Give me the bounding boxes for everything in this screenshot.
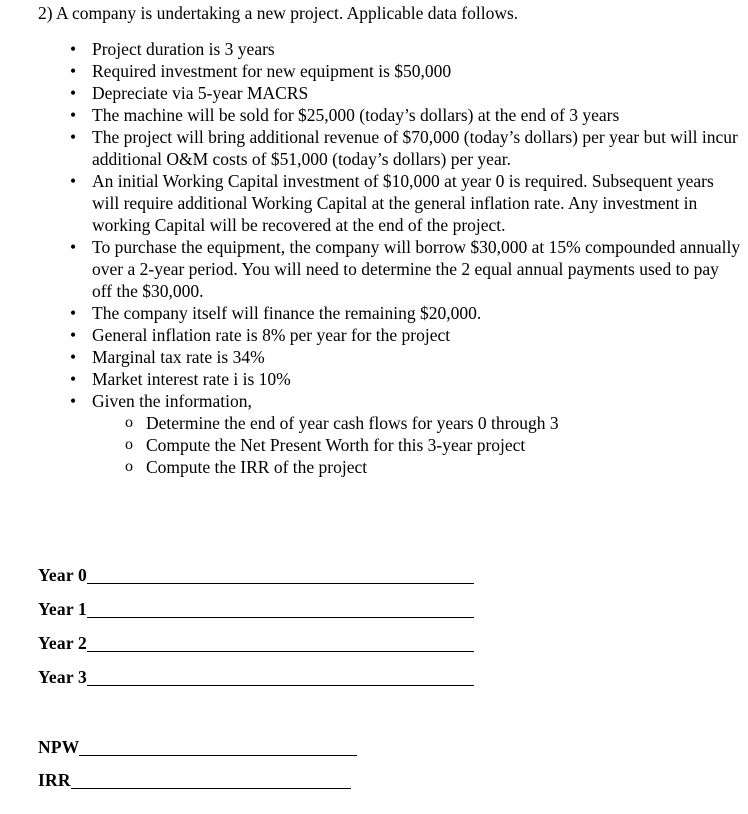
tasks-sub-list (92, 412, 742, 478)
answer-blank-rule[interactable] (87, 617, 474, 618)
answer-blank-row (0, 563, 748, 597)
list-item-text: The company itself will finance the remaining $20,000. (92, 303, 482, 323)
bullet-marker-icon: • (70, 83, 77, 103)
answer-blank-row (0, 768, 748, 801)
year-answer-blanks (0, 563, 748, 699)
list-item (0, 324, 748, 346)
answer-blank-label: IRR (38, 770, 71, 790)
list-item-text: General inflation rate is 8% per year for the project (92, 325, 451, 345)
list-item-text: The project will bring additional revenue of $70,000 (today’s dollars) per year but will incur additional O&M costs of $51,000 (today’s dollars) per year. (92, 127, 738, 169)
question-heading: 2) A company is undertaking a new project. Applicable data follows. (38, 3, 519, 23)
list-item-text: Market interest rate i is 10% (92, 369, 291, 389)
list-item (0, 390, 748, 478)
list-item (0, 38, 748, 60)
bullet-marker-icon: • (70, 39, 77, 59)
list-item (0, 346, 748, 368)
list-item (0, 104, 748, 126)
summary-answer-blanks (0, 735, 748, 801)
list-item-text: The machine will be sold for $25,000 (today’s dollars) at the end of 3 years (92, 105, 620, 125)
list-item (0, 126, 748, 170)
list-item-text: An initial Working Capital investment of $10,000 at year 0 is required. Subsequent years will require additional Working Capital at the general inflation rate. Any investment in working Capital will be recovered at the end of the project. (92, 171, 714, 235)
answer-blank-rule[interactable] (71, 788, 351, 789)
list-item-text: To purchase the equipment, the company will borrow $30,000 at 15% compounded annually over a 2-year period. You will need to determine the 2 equal annual payments used to pay off the $30,000. (92, 237, 741, 301)
bullet-marker-icon: • (70, 237, 77, 257)
requirements-bullet-list (0, 38, 748, 478)
list-item-text: Required investment for new equipment is $50,000 (92, 61, 452, 81)
answer-blank-row (0, 665, 748, 699)
answer-blank-rule[interactable] (87, 583, 474, 584)
bullet-marker-icon: • (70, 127, 77, 147)
answer-blank-rule[interactable] (87, 685, 474, 686)
answer-blank-row (0, 735, 748, 768)
circle-bullet-icon: o (125, 436, 133, 453)
answer-blank-rule[interactable] (79, 755, 357, 756)
bullet-marker-icon: • (70, 325, 77, 345)
bullet-marker-icon: • (70, 105, 77, 125)
answer-blank-label: Year 0 (38, 565, 87, 585)
sub-list-item-text: Determine the end of year cash flows for years 0 through 3 (146, 413, 559, 433)
bullet-marker-icon: • (70, 347, 77, 367)
sub-list-item-text: Compute the IRR of the project (146, 457, 368, 477)
list-item (0, 170, 748, 236)
sub-list-item-text: Compute the Net Present Worth for this 3-year project (146, 435, 526, 455)
list-item (0, 236, 748, 302)
bullet-marker-icon: • (70, 391, 77, 411)
list-item-text: Marginal tax rate is 34% (92, 347, 265, 367)
list-item (0, 302, 748, 324)
list-item-text: Given the information, (92, 391, 252, 411)
answer-blank-label: NPW (38, 737, 80, 757)
answer-blank-row (0, 597, 748, 631)
list-item-text: Project duration is 3 years (92, 39, 275, 59)
bullet-marker-icon: • (70, 171, 77, 191)
sub-list-item (92, 456, 742, 478)
answer-blank-row (0, 631, 748, 665)
list-item (0, 368, 748, 390)
sub-list-item (92, 434, 742, 456)
list-item (0, 82, 748, 104)
sub-list-item (92, 412, 742, 434)
bullet-marker-icon: • (70, 61, 77, 81)
circle-bullet-icon: o (125, 414, 133, 431)
answer-blank-rule[interactable] (87, 651, 474, 652)
answer-blank-label: Year 1 (38, 599, 87, 619)
list-item-text: Depreciate via 5-year MACRS (92, 83, 309, 103)
answer-blank-label: Year 3 (38, 667, 87, 687)
bullet-marker-icon: • (70, 303, 77, 323)
bullet-marker-icon: • (70, 369, 77, 389)
list-item (0, 60, 748, 82)
circle-bullet-icon: o (125, 458, 133, 475)
answer-blank-label: Year 2 (38, 633, 87, 653)
